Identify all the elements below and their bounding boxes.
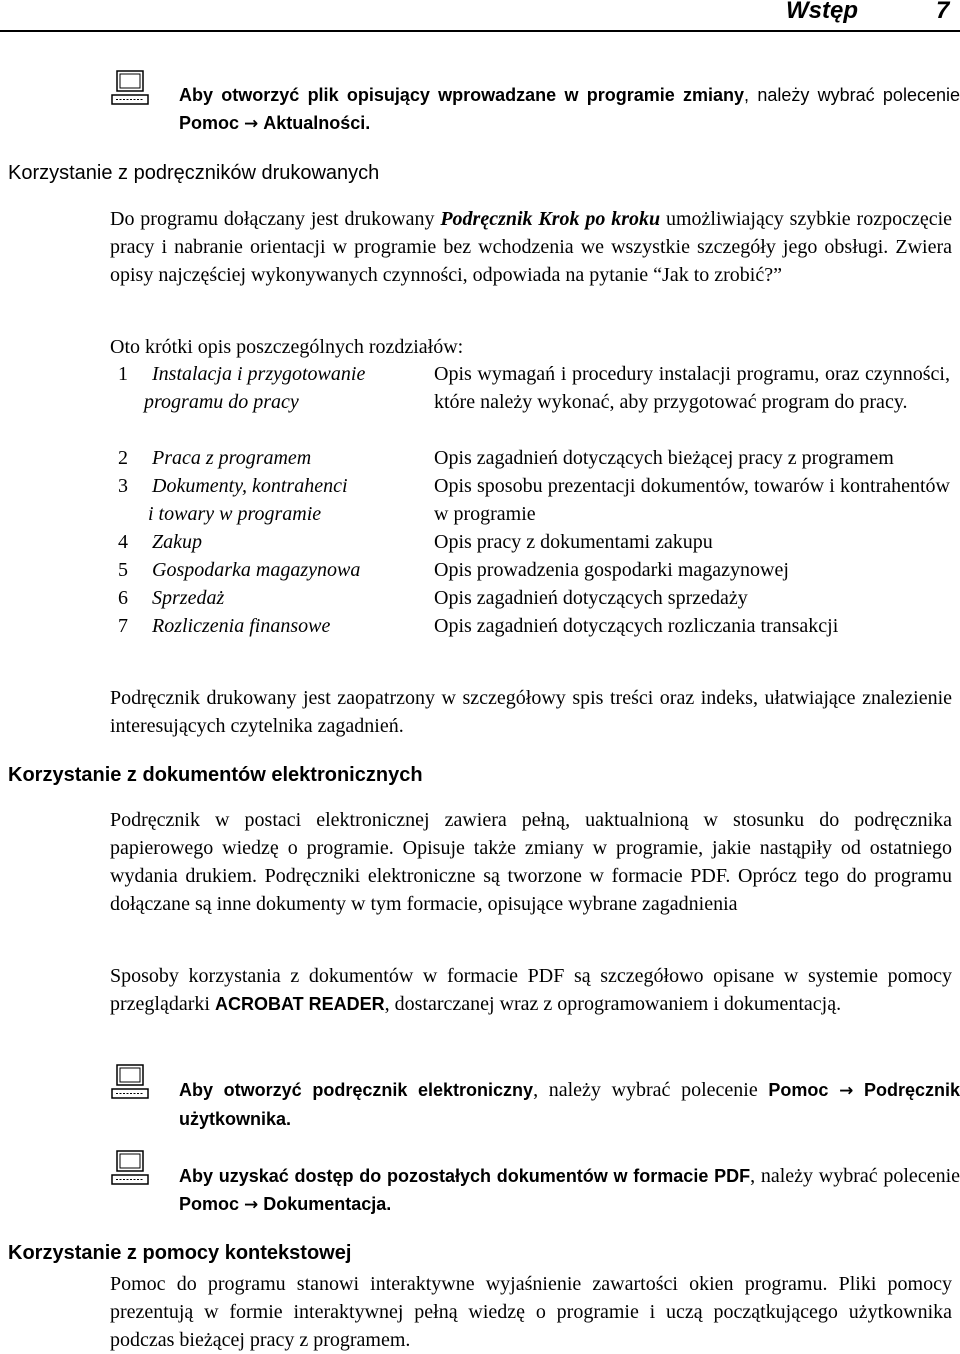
heading-electronic-documents: Korzystanie z dokumentów elektronicznych: [8, 764, 423, 786]
note-open-manual: [110, 1064, 960, 1133]
page-header: [0, 0, 960, 34]
note-other-documents: [110, 1150, 960, 1219]
table-row: 4 Zakup Opis pracy z dokumentami zakupu: [118, 531, 713, 553]
table-row: 7 Rozliczenia finansowe Opis zagadnień dotyczących rozliczania transakcji: [118, 615, 839, 637]
table-row: 1 Instalacja i przygotowanie Opis wymagań i procedury instalacji programu, oraz czynności, które należy wykonać, aby przygotować program do pracy.: [118, 363, 950, 413]
paragraph-chapters-intro: Oto krótki opis poszczególnych rozdziałów:: [110, 336, 464, 358]
note-text: Aby otworzyć podręcznik elektroniczny, należy wybrać polecenie Pomoc → Podręcznik użytkownika.: [179, 1079, 960, 1129]
computer-icon: [110, 1064, 150, 1100]
note-text: Aby uzyskać dostęp do pozostałych dokumentów w formacie PDF, należy wybrać polecenie Pomoc → Dokumentacja.: [179, 1165, 960, 1215]
paragraph-electronic-manual: Podręcznik w postaci elektronicznej zawiera pełną, uaktualnioną w stosunku do podręcznika papierowego wiedzę o programie. Opisuje także zmiany w programie, jakie nastąpiły od ostatniego wydania drukiem. Podręczniki elektroniczne są tworzone w formacie PDF. Oprócz tego do programu dołączane są inne dokumenty w tym formacie, opisujące wybrane zagadnienia: [110, 809, 952, 915]
computer-icon: [110, 70, 150, 106]
chapters-table: [110, 360, 950, 640]
table-row: programu do pracy: [144, 391, 299, 413]
heading-context-help: Korzystanie z pomocy kontekstowej: [8, 1242, 352, 1264]
heading-printed-manuals: Korzystanie z podręczników drukowanych: [8, 162, 380, 184]
note-whats-new: [110, 70, 960, 138]
header-rule: [0, 30, 960, 32]
table-row: i towary w programie: [148, 503, 322, 525]
table-row: 3 Dokumenty, kontrahenci Opis sposobu prezentacji dokumentów, towarów i kontrahentów w programie: [118, 475, 950, 525]
page-number: 7: [936, 0, 950, 24]
paragraph-pdf-usage: Sposoby korzystania z dokumentów w formacie PDF są szczegółowo opisane w systemie pomocy przeglądarki ACROBAT READER, dostarczanej wraz z oprogramowaniem i dokumentacją.: [110, 965, 952, 1015]
table-row: 6 Sprzedaż Opis zagadnień dotyczących sprzedaży: [118, 587, 748, 609]
paragraph-manual-intro: Do programu dołączany jest drukowany Podręcznik Krok po kroku umożliwiający szybkie rozpoczęcie pracy i nabranie orientacji w programie bez wchodzenia we wszystkie szczegóły jego obsługi. Zwiera opisy najczęściej wykonywanych czynności, odpowiada na pytanie “Jak to zrobić?”: [110, 208, 953, 286]
computer-icon: [110, 1150, 150, 1186]
table-row: 5 Gospodarka magazynowa Opis prowadzenia gospodarki magazynowej: [118, 559, 789, 581]
note-text: Aby otworzyć plik opisujący wprowadzane w programie zmiany, należy wybrać polecenie Pomoc → Aktualności.: [179, 85, 960, 134]
header-title: Wstęp: [786, 0, 858, 24]
paragraph-manual-index: Podręcznik drukowany jest zaopatrzony w szczegółowy spis treści oraz indeks, ułatwiające znalezienie interesujących czytelnika zagadnień.: [110, 687, 952, 737]
table-row: 2 Praca z programem Opis zagadnień dotyczących bieżącej pracy z programem: [118, 447, 894, 469]
paragraph-context-help: Pomoc do programu stanowi interaktywne wyjaśnienie zawartości okien programu. Pliki pomocy prezentują w formie interaktywnej pełną wiedzę o programie i uczą początkującego użytkownika podczas bieżącej pracy z programem.: [110, 1273, 952, 1351]
